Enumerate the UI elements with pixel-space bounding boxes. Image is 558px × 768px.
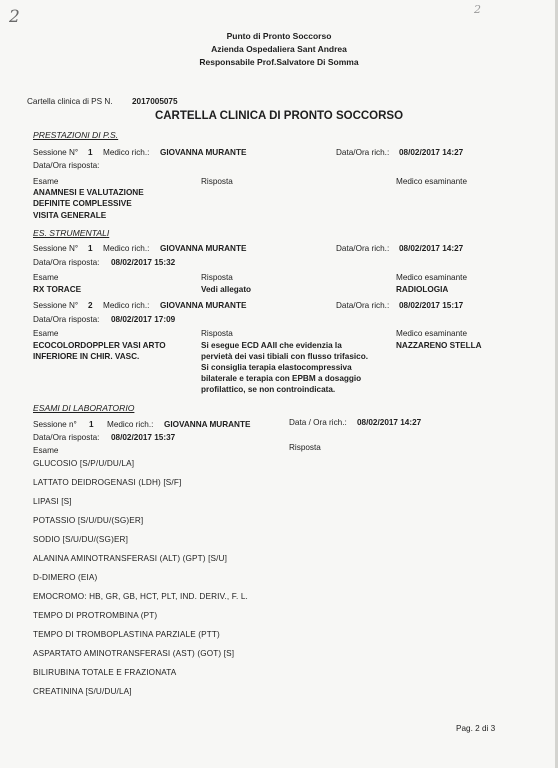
header-unit: Punto di Pronto Soccorso: [226, 31, 332, 41]
response-datetime-label: Data/Ora risposta:: [33, 433, 100, 442]
record-number-label: Cartella clinica di PS N.: [27, 97, 113, 106]
session-number: 2: [88, 301, 93, 310]
section-laboratorio-heading: ESAMI DI LABORATORIO: [33, 403, 135, 413]
request-datetime: 08/02/2017 15:17: [399, 301, 464, 310]
column-examining-doctor: Medico esaminante: [396, 329, 467, 338]
response-datetime-label: Data/Ora risposta:: [33, 161, 100, 170]
requesting-doctor-label: Medico rich.:: [103, 301, 150, 310]
session-label: Sessione N°: [33, 301, 79, 310]
lab-test: ALANINA AMINOTRANSFERASI (ALT) (GPT) [S/U]: [33, 554, 228, 563]
lab-test: TEMPO DI PROTROMBINA (PT): [33, 611, 158, 620]
requesting-doctor: GIOVANNA MURANTE: [160, 244, 247, 253]
handwritten-page-mark: 2: [9, 7, 20, 27]
exam-response-line: bilaterale e terapia con EPBM a dosaggio: [201, 374, 362, 383]
column-response: Risposta: [201, 329, 233, 338]
response-datetime-label: Data/Ora risposta:: [33, 258, 100, 267]
lab-test: BILIRUBINA TOTALE E FRAZIONATA: [33, 668, 177, 677]
lab-test: SODIO [S/U/DU/(SG)ER]: [33, 535, 129, 544]
requesting-doctor-label: Medico rich.:: [103, 148, 150, 157]
request-datetime: 08/02/2017 14:27: [357, 418, 422, 427]
request-datetime-label: Data/Ora rich.:: [336, 148, 390, 157]
session-label: Sessione n°: [33, 420, 77, 429]
examining-doctor: NAZZARENO STELLA: [396, 341, 482, 350]
response-datetime: 08/02/2017 15:32: [111, 258, 176, 267]
exam-response-line: Si esegue ECD AAII che evidenzia la: [201, 341, 342, 350]
requesting-doctor: GIOVANNA MURANTE: [160, 148, 247, 157]
session-number: 1: [88, 244, 93, 253]
exam-line: ANAMNESI E VALUTAZIONE: [33, 188, 144, 197]
lab-test: TEMPO DI TROMBOPLASTINA PARZIALE (PTT): [33, 630, 220, 639]
exam-line: DEFINITE COMPLESSIVE: [33, 199, 132, 208]
exam-name: RX TORACE: [33, 285, 82, 294]
response-datetime-label: Data/Ora risposta:: [33, 315, 100, 324]
session-number: 1: [88, 148, 93, 157]
lab-test: LATTATO DEIDROGENASI (LDH) [S/F]: [33, 478, 182, 487]
column-exam: Esame: [33, 446, 59, 455]
header-hospital: Azienda Ospedaliera Sant Andrea: [211, 44, 347, 54]
session-label: Sessione N°: [33, 148, 79, 157]
column-response: Risposta: [289, 443, 321, 452]
page-title: CARTELLA CLINICA DI PRONTO SOCCORSO: [154, 110, 404, 122]
exam-line: VISITA GENERALE: [33, 211, 107, 220]
requesting-doctor: GIOVANNA MURANTE: [164, 420, 251, 429]
lab-test: GLUCOSIO [S/P/U/DU/LA]: [33, 459, 135, 468]
lab-test: LIPASI [S]: [33, 497, 72, 506]
requesting-doctor-label: Medico rich.:: [103, 244, 150, 253]
session-number: 1: [89, 420, 94, 429]
column-examining-doctor: Medico esaminante: [396, 177, 467, 186]
response-datetime: 08/02/2017 15:37: [111, 433, 176, 442]
page-number: Pag. 2 di 3: [456, 724, 496, 733]
session-label: Sessione N°: [33, 244, 79, 253]
lab-test: CREATININA [S/U/DU/LA]: [33, 687, 132, 696]
requesting-doctor: GIOVANNA MURANTE: [160, 301, 247, 310]
exam-response-line: pervietà dei vasi tibiali con flusso trifasico.: [201, 352, 368, 361]
header-responsible: Responsabile Prof.Salvatore Di Somma: [199, 57, 359, 67]
request-datetime: 08/02/2017 14:27: [399, 244, 464, 253]
column-response: Risposta: [201, 273, 233, 282]
exam-name-line: INFERIORE IN CHIR. VASC.: [33, 352, 140, 361]
exam-name-line: ECOCOLORDOPPLER VASI ARTO: [33, 341, 166, 350]
section-prestazioni-heading: PRESTAZIONI DI P.S.: [33, 130, 119, 140]
request-datetime-label: Data / Ora rich.:: [289, 418, 347, 427]
lab-test: EMOCROMO: HB, GR, GB, HCT, PLT, IND. DERIV., F. L.: [33, 592, 248, 601]
request-datetime: 08/02/2017 14:27: [399, 148, 464, 157]
section-strumentali-heading: ES. STRUMENTALI: [33, 228, 110, 238]
handwritten-page-mark-right: 2: [474, 3, 481, 16]
exam-response-line: profilattico, se non controindicata.: [201, 385, 336, 394]
column-exam: Esame: [33, 177, 59, 186]
exam-response: Vedi allegato: [201, 285, 252, 294]
exam-response-line: Si consiglia terapia elastocompressiva: [201, 363, 352, 372]
column-exam: Esame: [33, 329, 59, 338]
requesting-doctor-label: Medico rich.:: [107, 420, 154, 429]
column-examining-doctor: Medico esaminante: [396, 273, 467, 282]
lab-test: D-DIMERO (EIA): [33, 573, 98, 582]
request-datetime-label: Data/Ora rich.:: [336, 301, 390, 310]
request-datetime-label: Data/Ora rich.:: [336, 244, 390, 253]
column-exam: Esame: [33, 273, 59, 282]
examining-doctor: RADIOLOGIA: [396, 285, 449, 294]
response-datetime: 08/02/2017 17:09: [111, 315, 176, 324]
lab-test: POTASSIO [S/U/DU/(SG)ER]: [33, 516, 144, 525]
column-response: Risposta: [201, 177, 233, 186]
lab-test: ASPARTATO AMINOTRANSFERASI (AST) (GOT) [S]: [33, 649, 235, 658]
record-number: 2017005075: [132, 97, 178, 106]
